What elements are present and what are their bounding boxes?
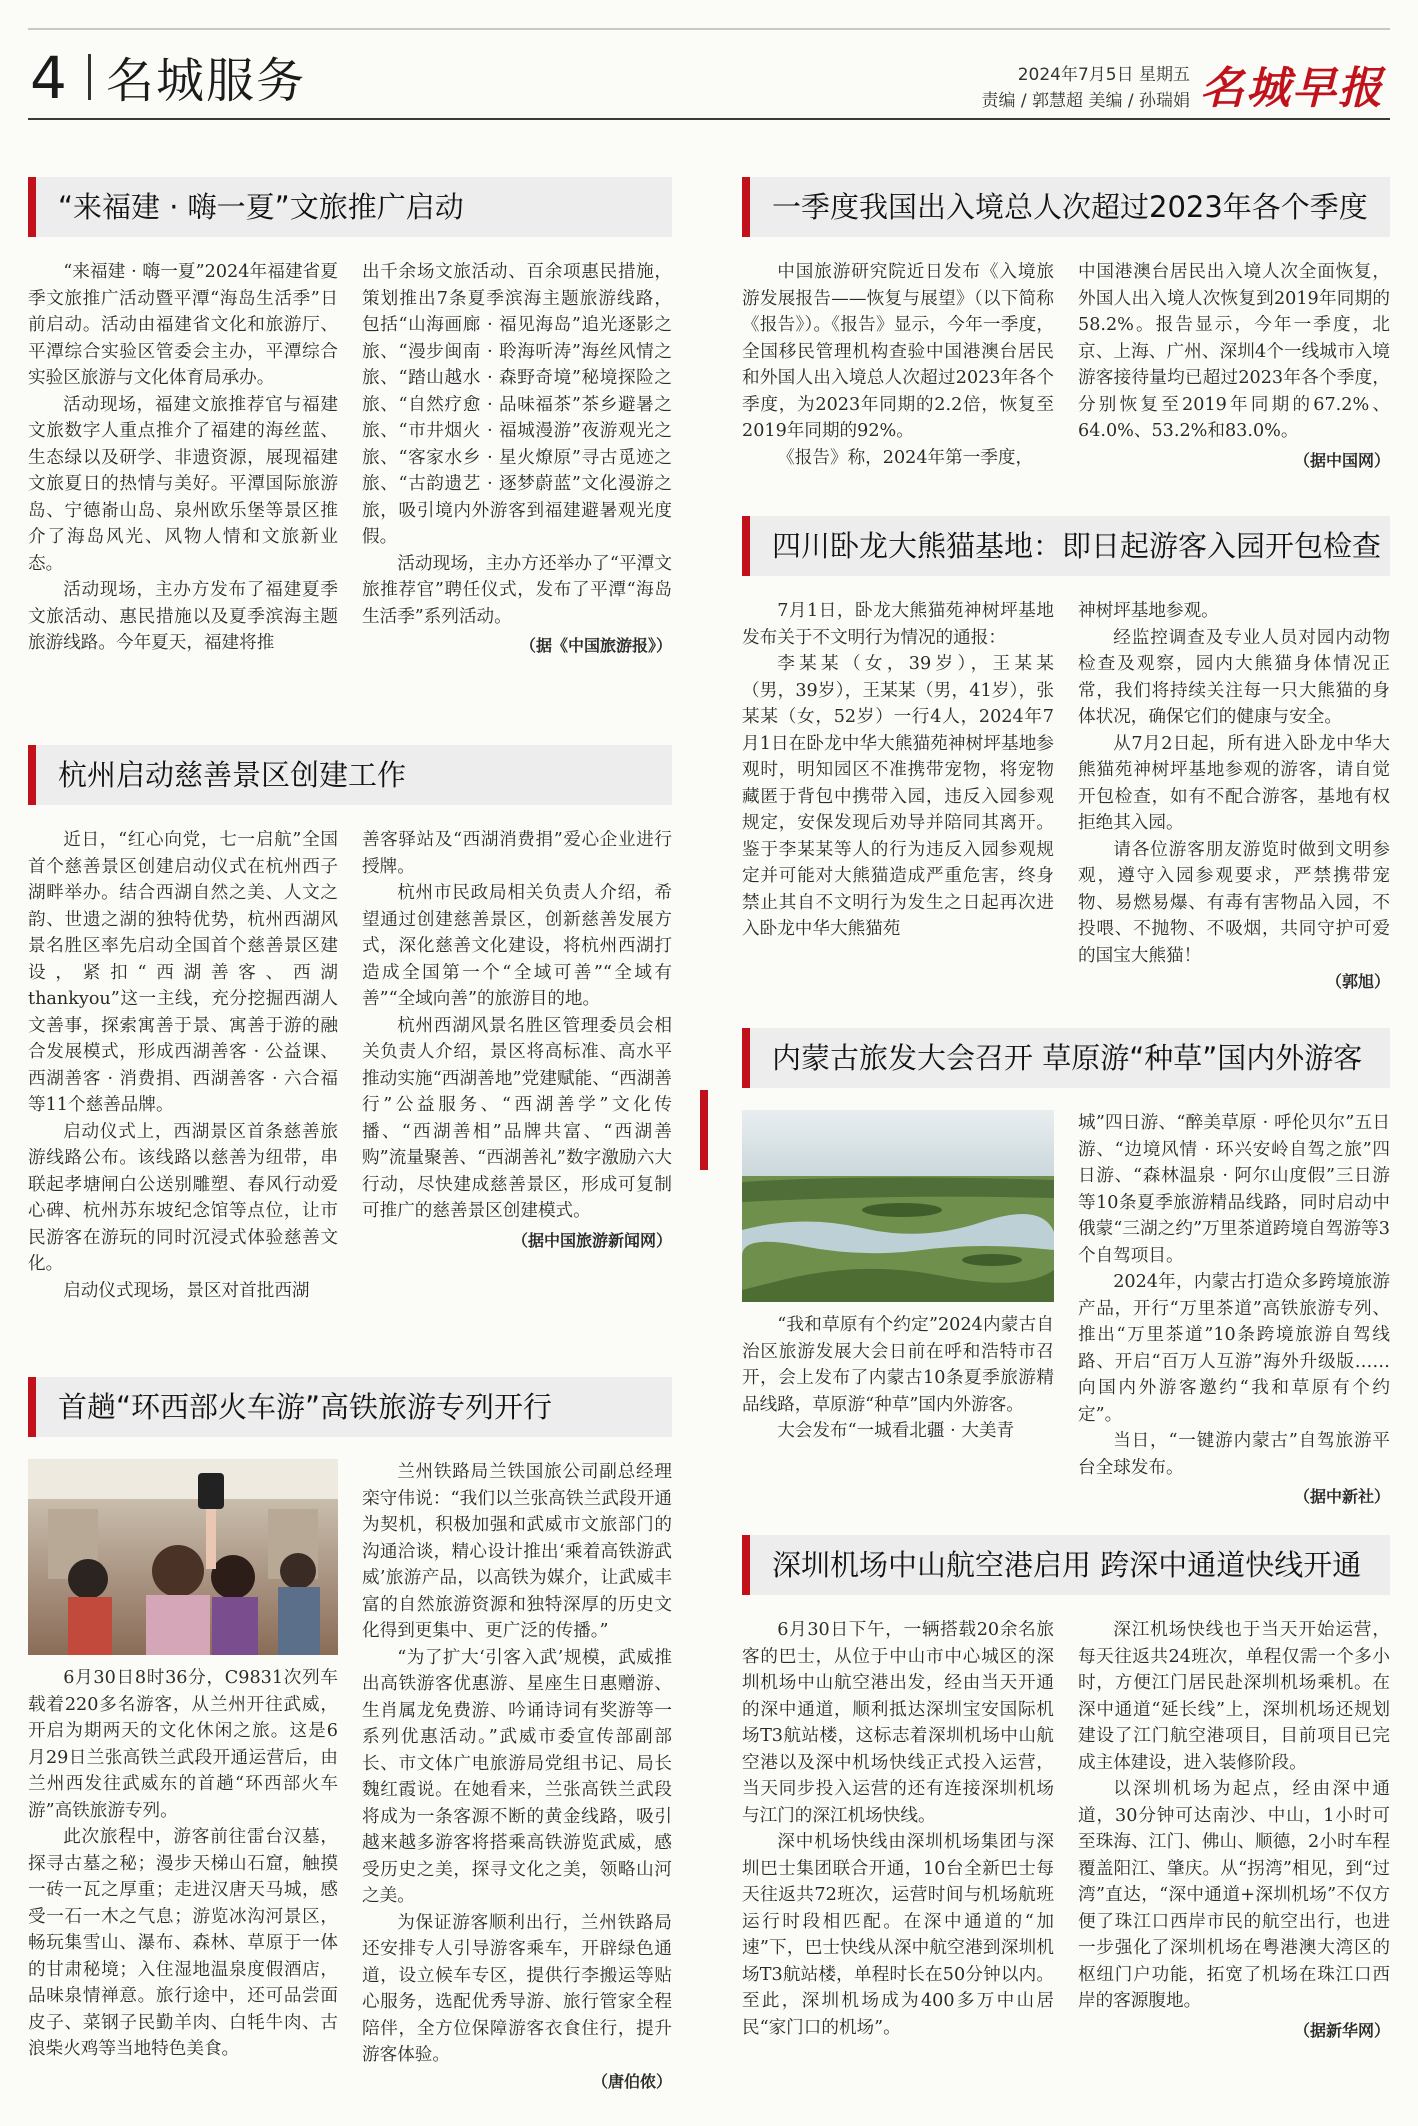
paragraph: 为保证游客顺利出行，兰州铁路局还安排专人引导游客乘车，开辟绿色通道，设立候车专区，提供行李搬运等贴心服务，选配优秀导游、旅行管家全程陪伴，全方位保障游客衣食住行，提升游客体验。 xyxy=(362,1912,672,2065)
headline: 首趟“环西部火车游”高铁旅游专列开行 xyxy=(58,1390,553,1424)
article-headline-bar xyxy=(742,177,1390,237)
paragraph: “来福建 · 嗨一夏”2024年福建省夏季文旅推广活动暨平潭“海岛生活季”日前启动。活动由福建省文化和旅游厅、平潭综合实验区管委会主办，平潭综合实验区旅游与文化体育局承办。 xyxy=(28,262,338,388)
paragraph: 以深圳机场为起点，经由深中通道，30分钟可达南沙、中山，1小时可至珠海、江门、佛山、顺德，2小时车程覆盖阳江、肇庆。从“拐湾”相见，到“过湾”直达，“深中通道+深圳机场”不仅方便了珠江口西岸市民的航空出行，也进一步强化了深圳机场在粤港澳大湾区的枢纽门户功能，拓宽了机场在珠江口西岸的客源腹地。 xyxy=(1078,1779,1390,2011)
paragraph: 请各位游客朋友游览时做到文明参观，遵守入园参观要求，严禁携带宠物、易燃易爆、有毒有害物品入园，不投喂、不抛物、不吸烟，共同守护可爱的国宝大熊猫！ xyxy=(1078,839,1390,966)
paragraph: “为了扩大‘引客入武’规模，武威推出高铁游客优惠游、星座生日惠赠游、生肖属龙免费游、吟诵诗词有奖游等一系列优惠活动。”武威市委宣传部副部长、市文体广电旅游局党组书记、局长魏红霞说。在她看来，兰张高铁兰武段将成为一条客源不断的黄金线路，吸引越来越多游客将搭乘高铁游览武威，感受历史之美，探寻文化之美，领略山河之美。 xyxy=(362,1647,672,1906)
headline: 一季度我国出入境总人次超过2023年各个季度 xyxy=(772,190,1368,224)
paragraph: 活动现场，主办方还举办了“平潭文旅推荐官”聘任仪式，发布了平潭“海岛生活季”系列活动。 xyxy=(362,553,672,627)
paragraph: 近日，“红心向党，七一启航”全国首个慈善景区创建启动仪式在杭州西子湖畔举办。结合西湖自然之美、人文之韵、世遗之湖的独特优势，杭州西湖风景名胜区率先启动全国首个慈善景区建设，紧扣“西湖善客、西湖thankyou”这一主线，充分挖掘西湖人文善事，探索寓善于景、寓善于游的融合发展模式，形成西湖善客 · 公益课、西湖善客 · 消费捐、西湖善客 · 六合福等11个慈善品牌。 xyxy=(28,830,338,1115)
paragraph: “我和草原有个约定”2024内蒙古自治区旅游发展大会日前在呼和浩特市召开，会上发布了内蒙古10条夏季旅游精品线路，草原游“种草”国内外游客。 xyxy=(742,1315,1054,1415)
article-column xyxy=(28,827,338,1304)
paragraph: 城”四日游、“醉美草原 · 呼伦贝尔”五日游、“边境风情 · 环兴安岭自驾之旅”四日游、“森林温泉 · 阿尔山度假”三日游等10条夏季旅游精品线路，同时启动中俄蒙“三湖之约”万里茶道跨境自驾游等3个自驾项目。 xyxy=(1078,1113,1390,1266)
headline: “来福建 · 嗨一夏”文旅推广启动 xyxy=(58,190,464,224)
headline: 内蒙古旅发大会召开 草原游“种草”国内外游客 xyxy=(772,1041,1363,1075)
paragraph: 此次旅程中，游客前往雷台汉墓，探寻古墓之秘；漫步天梯山石窟，触摸一砖一瓦之厚重；走进汉唐天马城，感受一石一木之气息；游览冰沟河景区，畅玩集雪山、瀑布、森林、草原于一体的甘肃秘境；入住湿地温泉度假酒店，品味泉情禅意。旅行途中，还可品尝面皮子、菜钢子民勤羊肉、白牦牛肉、古浪柴火鸡等当地特色美食。 xyxy=(28,1827,338,2059)
grassland-river-photo xyxy=(742,1110,1054,1302)
article-headline-bar xyxy=(28,1377,672,1437)
paragraph: 深中机场快线由深圳机场集团与深圳巴士集团联合开通，10台全新巴士每天往返共72班次，运营时间与机场航班运行时段相匹配。在深中通道的“加速”下，巴士快线从深中航空港到深圳机场T3航站楼，单程时长在50分钟以内。至此，深圳机场成为400多万中山居民“家门口的机场”。 xyxy=(742,1832,1054,2038)
paragraph: 深江机场快线也于当天开始运营，每天往返共24班次，单程仅需一个多小时，方便江门居民赴深圳机场乘机。在深中通道“延长线”上，深圳机场还规划建设了江门航空港项目，目前项目已完成主体建设，进入装修阶段。 xyxy=(1078,1620,1390,1773)
article-column xyxy=(362,259,672,660)
paragraph: 当日，“一键游内蒙古”自驾旅游平台全球发布。 xyxy=(1078,1431,1390,1478)
article-column xyxy=(28,1459,338,2095)
article-headline-bar xyxy=(742,516,1390,576)
paragraph: 2024年，内蒙古打造众多跨境旅游产品，开行“万里茶道”高铁旅游专列、推出“万里茶道”10条跨境旅游自驾线路、开启“百万人互游”海外升级版……向国内外游客邀约“我和草原有个约定”。 xyxy=(1078,1272,1390,1425)
paragraph: 大会发布“一城看北疆 · 大美青 xyxy=(777,1421,1015,1441)
train-selfie-photo xyxy=(28,1459,338,1655)
paragraph: 《报告》称，2024年第一季度， xyxy=(777,447,1034,468)
paragraph: 活动现场，主办方发布了福建夏季文旅活动、惠民措施以及夏季滨海主题旅游线路。今年夏天，福建将推 xyxy=(28,580,338,653)
article-headline-bar xyxy=(742,1028,1390,1088)
article-column xyxy=(742,259,1054,474)
article-panda-base xyxy=(742,516,1390,996)
article-column xyxy=(362,1459,672,2095)
article-hangzhou xyxy=(28,745,672,1304)
article-source: （据《中国旅游报》） xyxy=(519,636,672,655)
page-number: 4 xyxy=(30,44,67,112)
article-column xyxy=(362,827,672,1304)
headline: 深圳机场中山航空港启用 跨深中通道快线开通 xyxy=(772,1548,1362,1582)
article-inner-mongolia xyxy=(742,1028,1390,1511)
article-headline-bar xyxy=(742,1535,1390,1595)
article-source: （据中新社） xyxy=(1293,1487,1390,1506)
headline: 四川卧龙大熊猫基地：即日起游客入园开包检查 xyxy=(772,529,1382,563)
article-headline-bar xyxy=(28,177,672,237)
article-credit: （唐伯侬） xyxy=(591,2071,672,2091)
paragraph: 出千余场文旅活动、百余项惠民措施，策划推出7条夏季滨海主题旅游线路，包括“山海画廊 · 福见海岛”追光逐影之旅、“漫步闽南 · 聆海听涛”海丝风情之旅、“踏山越水 · 森野奇境”秘境探险之旅、“自然疗愈 · 品味福茶”茶乡避暑之旅、“市井烟火 · 福城漫游”夜游观光之旅、“客家水乡 · 星火燎原”寻古觅迹之旅、“古韵遗艺 · 逐梦蔚蓝”文化漫游之旅，吸引境内外游客到福建避暑观光度假。 xyxy=(362,262,672,547)
issue-editors: 责编 / 郭慧超 美编 / 孙瑞娟 xyxy=(981,91,1190,111)
paragraph: 启动仪式上，西湖景区首条慈善旅游线路公布。该线路以慈善为纽带，串联起孝塘闸白公送别雕塑、春风行动爱心碑、杭州苏东坡纪念馆等点位，让市民游客在游玩的同时沉浸式体验慈善文化。 xyxy=(28,1121,338,1274)
article-credit: （郭旭） xyxy=(1325,972,1390,991)
article-fujian xyxy=(28,177,672,660)
article-column xyxy=(742,598,1054,996)
paragraph: 杭州市民政局相关负责人介绍，希望通过创建慈善景区，创新慈善发展方式，深化慈善文化建设，将杭州西湖打造成全国第一个“全域可善”“全域有善”“全域向善”的旅游目的地。 xyxy=(362,883,672,1009)
article-source: （据新华网） xyxy=(1293,2020,1390,2040)
masthead xyxy=(28,28,1390,120)
paragraph: 善客驿站及“西湖消费捐”爱心企业进行授牌。 xyxy=(362,830,672,877)
paragraph: 活动现场，福建文旅推荐官与福建文旅数字人重点推介了福建的海丝蓝、生态绿以及研学、非遗资源，展现福建文旅夏日的热情与美好。平潭国际旅游岛、宁德嵛山岛、泉州欧乐堡等景区推介了海岛风光、风物人情和文旅新业态。 xyxy=(28,394,338,574)
paragraph: 中国旅游研究院近日发布《入境旅游发展报告——恢复与展望》（以下简称《报告》）。《报告》显示，今年一季度，全国移民管理机构查验中国港澳台居民和外国人出入境总人次超过2023年各个季度，为2023年同期的2.2倍，恢复至2019年同期的92%。 xyxy=(742,262,1054,441)
article-column xyxy=(742,1110,1054,1511)
issue-date: 2024年7月5日 星期五 xyxy=(1017,65,1190,85)
headline: 杭州启动慈善景区创建工作 xyxy=(58,758,407,792)
paragraph: 从7月2日起，所有进入卧龙中华大熊猫苑神树坪基地参观的游客，请自觉开包检查，如有不配合游客，基地有权拒绝其入园。 xyxy=(1078,733,1390,833)
paragraph: 中国港澳台居民出入境人次全面恢复，外国人出入境人次恢复到2019年同期的58.2%。报告显示，今年一季度，北京、上海、广州、深圳4个一线城市入境游客接待量均已超过2023年各个季度，分别恢复至2019年同期的67.2%、64.0%、53.2%和83.0%。 xyxy=(1078,262,1390,441)
paragraph: 6月30日下午，一辆搭载20余名旅客的巴士，从位于中山市中心城区的深圳机场中山航空港出发，经由当天开通的深中通道，顺利抵达深圳宝安国际机场T3航站楼，这标志着深圳机场中山航空港以及深中机场快线正式投入运营，当天同步投入运营的还有连接深圳机场与江门的深江机场快线。 xyxy=(742,1620,1054,1826)
article-column xyxy=(1078,598,1390,996)
article-headline-bar xyxy=(28,745,672,805)
article-source: （据中国旅游新闻网） xyxy=(511,1230,672,1250)
article-column xyxy=(28,259,338,660)
section-title: 名城服务 xyxy=(106,53,307,109)
paragraph: 李某某（女，39岁），王某某（男，39岁），王某某（男，41岁），张某某（女，52岁）一行4人，2024年7月1日在卧龙中华大熊猫苑神树坪基地参观时，明知园区不准携带宠物，将宠物藏匿于背包中携带入园，违反入园参观规定，安保发现后劝导并陪同其离开。鉴于李某某等人的行为违反入园参观规定并可能对大熊猫造成严重危害，终身禁止其自不文明行为发生之日起再次进入卧龙中华大熊猫苑 xyxy=(742,654,1054,939)
newspaper-logo: 名城早报 xyxy=(1200,63,1384,114)
paragraph: 神树坪基地参观。 xyxy=(1078,601,1219,621)
paragraph: 兰州铁路局兰铁国旅公司副总经理栾守伟说：“我们以兰张高铁兰武段开通为契机，积极加强和武威市文旅部门的沟通洽谈，精心设计推出‘乘着高铁游武威’旅游产品，以高铁为媒介，让武威丰富的自然旅游资源和独特深厚的历史文化得到更集中、更广泛的传播。” xyxy=(362,1462,672,1641)
article-column xyxy=(1078,1617,1390,2044)
page-separator xyxy=(88,54,91,100)
article-train xyxy=(28,1377,672,2095)
paragraph: 杭州西湖风景名胜区管理委员会相关负责人介绍，景区将高标准、高水平推动实施“西湖善地”党建赋能、“西湖善行”公益服务、“西湖善学”文化传播、“西湖善相”品牌共富、“西湖善购”流量聚善、“西湖善礼”数字激励六大行动，尽快建成慈善景区，形成可复制可推广的慈善景区创建模式。 xyxy=(362,1015,672,1221)
article-source: （据中国网） xyxy=(1293,450,1390,470)
article-border-crossings xyxy=(742,177,1390,474)
article-column xyxy=(1078,259,1390,474)
paragraph: 6月30日8时36分，C9831次列车载着220多名游客，从兰州开往武威，开启为期两天的文化休闲之旅。这是6月29日兰张高铁兰武段开通运营后，由兰州西发往武威东的首趟“环西部火车游”高铁旅游专列。 xyxy=(28,1668,338,1821)
paragraph: 7月1日，卧龙大熊猫苑神树坪基地发布关于不文明行为情况的通报： xyxy=(742,601,1054,648)
paragraph: 经监控调查及专业人员对园内动物检查及观察，园内大熊猫身体情况正常，我们将持续关注每一只大熊猫的身体状况，确保它们的健康与安全。 xyxy=(1078,627,1390,727)
center-margin-mark xyxy=(700,1090,708,1170)
article-column xyxy=(742,1617,1054,2044)
article-column xyxy=(1078,1110,1390,1511)
article-shenzhen-airport xyxy=(742,1535,1390,2044)
paragraph: 启动仪式现场，景区对首批西湖 xyxy=(63,1280,310,1301)
